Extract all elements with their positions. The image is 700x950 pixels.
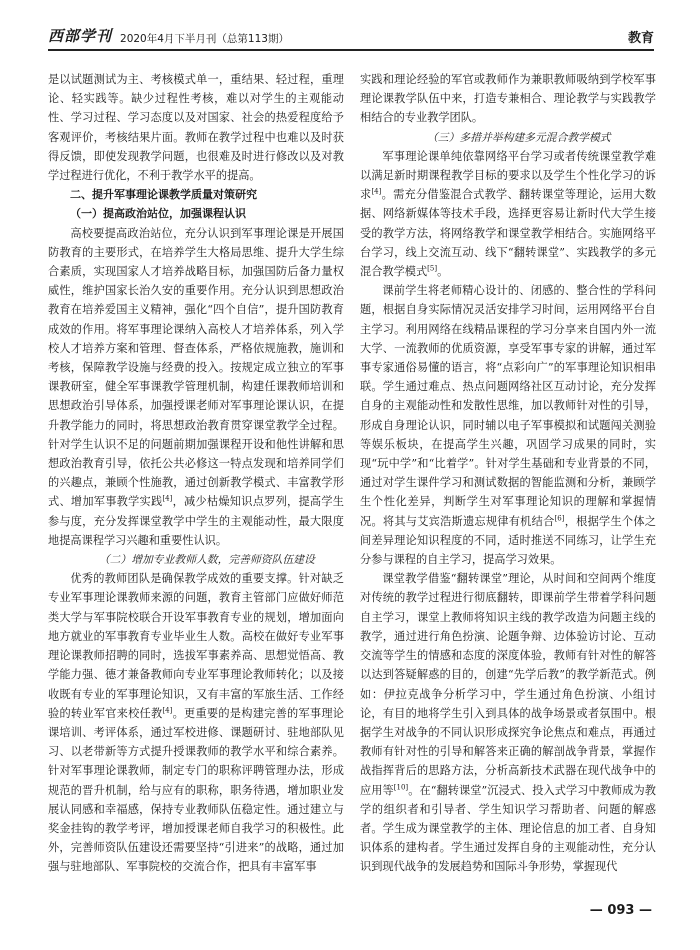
citation: [4]	[371, 187, 382, 196]
paragraph-text: 课前学生将老师精心设计的、闭感的、整合性的学科问题，根据自身实际情况灵活安排学习时间，运用网络平台自主学习。利用网络在线精品课程的学习分享来自国内外一流大学、一流教师的优质资源，享受军事专家的讲解，通过军事专家通俗易懂的语言，将“点彩向广”的军事理论知识相串联。学生通过难点、热点问题网络社区互动讨论，充分发挥自身的主观能动性和发散性思维，加以教师针对性的引导，形成自身理论认识，同时辅以电子军事模拟和试题闯关测验等娱乐板块，在提高学生兴趣，巩固学习成果的同时，实现“玩中学”和“比着学”。针对学生基础和专业背景的不同，通过对学生课件学习和测试数据的智能监测和分析，兼顾学生个性化差异，判断学生对军事理论知识的理解和掌握情况。将其与艾宾浩斯遗忘规律有机结合	[360, 284, 656, 528]
citation: [5]	[427, 264, 438, 273]
paragraph-text: 军事理论课单纯依靠网络平台学习或者传统课堂教学难以满足新时期课程教学目标的要求以及学生个性化学习的诉求	[360, 149, 656, 202]
section-heading: 二、提升军事理论课教学质量对策研究	[70, 188, 257, 202]
citation: [10]	[393, 782, 409, 791]
paragraph-text: ，根据学生个体之间差异理论知识程度的不同，适时推送不同练习，让学生充分参与课程的自主学习，提高学习效果。	[360, 514, 656, 567]
paragraph	[360, 281, 656, 569]
issue-info: 2020年4月下半月刊（总第113期）	[120, 33, 289, 45]
left-column	[48, 70, 344, 877]
section-label: 教育	[627, 31, 654, 46]
header-left	[48, 25, 289, 46]
subsection-heading: （二）增加专业教师人数，完善师资队伍建设	[98, 553, 315, 567]
paragraph: 是以试题测试为主、考核模式单一，重结果、轻过程，重理论、轻实践等。缺少过程性考核，难以对学生的主观能动性、学习过程、学习态度以及对国家、社会的热爱程度给予客观评价，考核结果片面。教师在教学过程中也难以及时获得反馈，即使发现教学问题，也很难及时进行修改以及对教学过程进行优化，不利于教学水平的提高。	[48, 73, 344, 183]
page-header	[48, 20, 654, 51]
paragraph	[48, 224, 344, 550]
right-column	[360, 70, 656, 877]
journal-logo: 西部学刊	[48, 27, 113, 45]
paragraph-text: 。	[437, 265, 449, 279]
citation: [4]	[162, 494, 173, 503]
citation: [4]	[162, 705, 173, 714]
paragraph-text: 优秀的教师团队是确保教学成效的重要支撑。针对缺乏专业军事理论课教师来源的问题，教育主管部门应做好师范类大学与军事院校联合开设军事教育专业的规划，增加面向地方就业的军事教育专业毕业生人数。高校在做好专业军事理论课教师招聘的同时，选拔军事素养高、思想觉悟高、教学能力强、德才兼备教师向专业军事理论教师转化；以及接收既有专业的军事理论知识，又有丰富的军旅生活、工作经验的转业军官来校任教	[48, 572, 344, 720]
paragraph-text: 课堂教学借鉴“翻转课堂”理论，从时间和空间两个维度对传统的教学过程进行彻底翻转，即课前学生带着学科问题自主学习，课堂上教师将知识主线的教学改造为问题主线的教学，通过进行角色扮演、论题争辩、边体验访讨论、互动交流等学生的情感和态度的深度体验，教师有针对性的解答以达到答疑解惑的目的，创建“先学后教”的教学新范式。例如：伊拉克战争分析学习中，学生通过角色扮演、小组讨论，有目的地将学生引入到具体的战争场景或者氛围中。根据学生对战争的不同认识形成探究争论焦点和难点，再通过教师有针对性的引导和解答来正确的解剖战争背景，掌握作战指挥背后的思路方法，分析高新技术武器在现代战争中的应用等	[360, 572, 656, 797]
paragraph	[360, 147, 656, 281]
paragraph	[48, 569, 344, 876]
paragraph-text: 。需充分借鉴混合式教学、翻转课堂等理论，运用大数据、网络新媒体等技术手段，选择更容易让新时代大学生接受的教学方法，将网络教学和课堂教学相结合。实施网络平台学习，线上交流互动、线下“翻转课堂”、实践教学的多元混合教学模式	[360, 188, 656, 279]
subsection-heading: （一）提高政治站位，加强课程认识	[70, 207, 246, 221]
subsection-heading: （三）多措并举构建多元混合教学模式	[427, 130, 611, 144]
paragraph	[360, 569, 656, 876]
paragraph-text: 。在“翻转课堂”沉浸式、投入式学习中教师成为教学的组织者和引导者、学生知识学习帮助者、问题的解惑者。学生成为课堂教学的主体、理论信息的加工者、自身知识体系的建构者。学生通过发挥自身的主观能动性，充分认识到现代战争的发展趋势和国际斗争形势，掌握现代	[360, 783, 656, 874]
paragraph: 实践和理论经验的军官或教师作为兼职教师吸纳到学校军事理论课教学队伍中来，打造专兼相合、理论教学与实践教学相结合的专业教学团队。	[360, 73, 656, 125]
page-number: — 093 —	[589, 903, 652, 918]
paragraph-text: 高校要提高政治站位，充分认识到军事理论课是开展国防教育的主要形式，在培养学生大格局思维、提升大学生综合素质，实现国家人才培养战略目标，加强国防后备力量权威性，维护国家长治久安的重要作用。充分认识到思想政治教育在培养爱国主义精神，强化“四个自信”，提升国防教育成效的作用。将军事理论课纳入高校人才培养体系，列入学校人才培养方案和管理、督查体系，严格依规施教，施训和考核，保障教学设施与经费的投入。按规定成立独立的军事课教研室，健全军事课教学管理机制，构建任课教师培训和思想政治引导体系，加强授课老师对军事理论课认识，在提升教学能力的同时，将思想政治教育贯穿课堂教学全过程。针对学生认识不足的问题前期加强课程开设和他性讲解和思想政治教育引导，依托公共必修这一特点发现和培养同学们的兴趣点，兼顾个性施教，通过创新教学模式、丰富教学形式、增加军事教学实践	[48, 226, 344, 509]
paragraph-text: ，减少枯燥知识点罗列，提高学生参与度，充分发挥课堂教学中学生的主观能动性，最大限度地提高课程学习兴趣和重要性认识。	[48, 495, 344, 547]
paragraph-text: 。更重要的是构建完善的军事理论课培训、考评体系，通过军校进修、课题研讨、驻地部队见习、以老带新等方式提升授课教师的教学水平和综合素养。针对军事理论课教师，制定专门的职称评聘管理办法，形成规范的晋升机制，给与应有的职称，职务待遇，增加职业发展认同感和幸福感，保持专业教师队伍稳定性。通过建立与奖金挂钩的教学考评，增加授课老师自我学习的积极性。此外，完善师资队伍建设还需要坚持“引进来”的战略，通过加强与驻地部队、军事院校的交流合作，把具有丰富军事	[48, 706, 344, 874]
citation: [6]	[554, 513, 565, 522]
